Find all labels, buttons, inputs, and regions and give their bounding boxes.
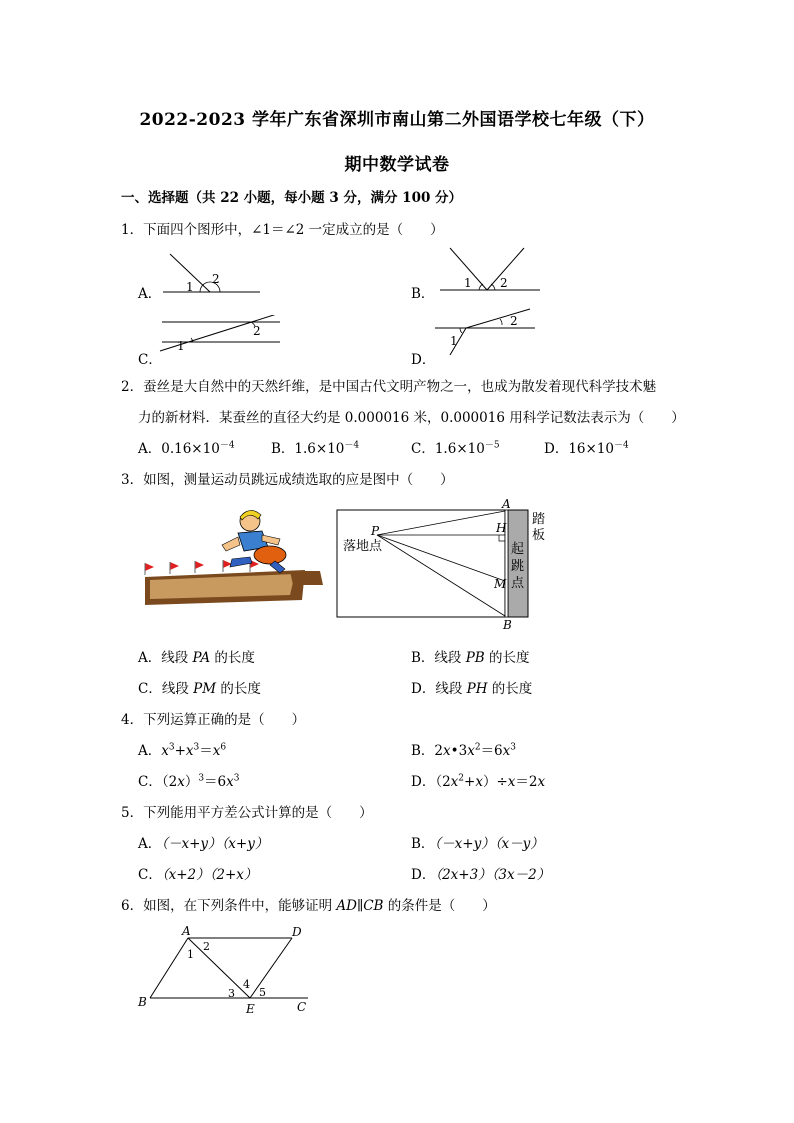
question-3-stem: 3．如图，测量运动员跳远成绩选取的应是图中（ ） [121,472,454,488]
q2-option-b[interactable] [271,437,359,457]
q1d-angle-2: 2 [510,314,518,328]
q2-option-d-value: 16×10 [568,441,614,457]
exam-title-line2: 期中数学试卷 [344,155,450,175]
q2-option-c[interactable] [411,437,500,457]
q5b-label: B． [411,836,435,852]
q4b-x2: x [467,743,475,759]
q4c-t1: （2 [161,774,178,790]
q4d-x4: x [537,774,546,790]
q4d-e1: 2 [458,773,465,784]
point-M: M [494,577,507,591]
q5a-label: A． [138,836,162,852]
board-char-2: 板 [532,528,546,543]
q6-point-E: E [246,1002,255,1016]
q3-option-c-label: C． [138,681,162,697]
q5-option-c[interactable] [138,863,257,883]
q2-option-a-label: A． [138,441,162,457]
q4b-e2: 3 [510,742,517,753]
q2-option-d-label: D． [544,441,569,457]
q2-option-c-value: 1.6×10 [434,441,485,457]
q4-option-b[interactable] [411,739,516,759]
q5-option-b[interactable] [411,832,544,852]
q2-option-b-label: B． [271,441,295,457]
q3-option-d-label: D． [411,681,436,697]
q4-option-c[interactable] [138,770,240,790]
q2-option-c-exp: －5 [484,440,500,451]
jump-measurement-diagram [330,495,560,635]
q4b-x1: x [443,743,451,759]
q1-figure-d [430,305,550,360]
takeoff-char-2: 跳 [511,559,525,574]
question-5-stem: 5．下列能用平方差公式计算的是（ ） [121,805,373,821]
q3-option-c-post: 的长度 [216,681,261,697]
q1-label-d[interactable]: D． [411,352,436,368]
q4d-x3: x [507,774,516,790]
exam-title-line1: 2022-2023 学年广东省深圳市南山第二外国语学校七年级（下） [139,110,655,130]
q3-option-b-label: B． [411,650,435,666]
q3-option-b-pre: 线段 [434,650,466,666]
takeoff-char-1: 起 [511,542,525,557]
q5b-text: （－x+y）（x－y） [434,836,544,852]
point-A: A [502,497,511,511]
q2-option-a-value: 0.16×10 [161,441,220,457]
section-heading-choice: 一、选择题（共 22 小题，每小题 3 分，满分 100 分） [121,190,463,206]
q6-stem-pre: 6．如图，在下列条件中，能够证明 [121,898,337,914]
q4d-eq: ＝2 [515,774,538,790]
q5d-text: （2x+3）（3x－2） [435,867,551,883]
q1-label-b[interactable]: B． [411,286,435,302]
q2-option-d-exp: －4 [614,440,629,451]
q1-figure-b [420,240,550,310]
q3-option-b-var: PB [465,650,485,666]
q1b-angle-2: 2 [500,276,508,290]
q4d-x1: x [450,774,459,790]
q6-angle-2: 2 [203,940,210,953]
q4c-e2: 3 [233,773,240,784]
q3-option-c-pre: 线段 [161,681,194,697]
q2-option-b-exp: －4 [344,440,360,451]
q4-option-a[interactable] [138,739,226,759]
q4b-x3: x [502,743,511,759]
q1b-angle-1: 1 [464,276,472,290]
q4c-eq: ＝6 [204,774,227,790]
q3-option-a-pre: 线段 [161,650,193,666]
landing-point-label: 落地点 [343,539,383,554]
q3-option-d-post: 的长度 [487,681,533,697]
q4d-t3: ）÷ [482,774,508,790]
q4a-e3: 6 [220,742,227,753]
q3-option-a-post: 的长度 [210,650,255,666]
q3-option-d-var: PH [466,681,488,697]
q5-option-a[interactable] [138,832,268,852]
q1a-angle-1: 1 [186,280,194,294]
q1a-angle-2: 2 [212,272,220,286]
q3-option-b[interactable] [411,646,530,666]
q5c-label: C． [138,867,162,883]
q1c-angle-2: 2 [253,324,261,338]
q5-option-d[interactable] [411,863,550,883]
q6-point-B: B [138,995,147,1009]
q3-option-b-post: 的长度 [484,650,530,666]
q1c-angle-1: 1 [177,339,185,353]
q4d-x2: x [475,774,483,790]
q2-option-c-label: C． [411,441,435,457]
q6-point-C: C [297,1000,307,1014]
q3-option-d[interactable] [411,677,532,697]
q6-stem-post: 的条件是（ ） [383,898,496,914]
q6-angle-1: 1 [187,948,194,961]
q1-label-a[interactable]: A． [138,286,162,302]
q6-parallelogram-figure [130,920,330,1020]
q2-option-a-exp: －4 [219,440,235,451]
q4b-e1: 2 [474,742,481,753]
long-jump-illustration [140,505,325,610]
point-P: P [371,524,380,538]
q4c-t2: ） [184,774,199,790]
q4a-x2: x [185,743,194,759]
q4b-label: B． [411,743,435,759]
q4b-eq: ＝6 [480,743,503,759]
takeoff-char-3: 点 [511,576,525,591]
q4b-t1: 2 [434,743,444,759]
q3-option-a-var: PA [192,650,211,666]
question-2-stem-line2: 力的新材料．某蚕丝的直径大约是 0.000016 米，0.000016 用科学记数法表示为（ ） [138,410,685,426]
q4c-x2: x [226,774,234,790]
question-1-stem: 1．下面四个图形中，∠1＝∠2 一定成立的是（ ） [121,222,444,238]
point-B: B [503,618,512,632]
q1-label-c[interactable]: C． [138,352,162,368]
q4c-x1: x [177,774,185,790]
q4c-e1: 3 [198,773,205,784]
question-6-stem [121,894,496,914]
q4-option-d[interactable] [411,770,545,790]
q4a-x1: x [161,743,169,759]
q4a-e2: 3 [193,742,200,753]
q4a-eq: ＝ [199,743,213,759]
q1-figure-c [155,315,285,355]
q3-option-c-var: PM [193,681,217,697]
q3-option-d-pre: 线段 [435,681,467,697]
point-H: H [496,521,507,535]
q2-option-b-value: 1.6×10 [294,441,345,457]
q2-option-a[interactable] [138,437,235,457]
q4a-label: A． [138,743,162,759]
q3-option-a-label: A． [138,650,162,666]
q6-angle-3: 3 [228,987,235,1000]
q4d-t1: （2 [435,774,451,790]
q6-point-D: D [292,925,302,939]
question-2-stem-line1: 2．蚕丝是大自然中的天然纤维，是中国古代文明产物之一，也成为散发着现代科学技术魅 [121,379,657,395]
q4a-x3: x [212,743,221,759]
q4a-e1: 3 [168,742,175,753]
q4a-plus: + [174,743,186,759]
q4d-t2: + [464,774,476,790]
q1d-angle-1: 1 [450,334,458,348]
q5c-text: （x+2）（2+x） [161,867,258,883]
board-char-1: 踏 [532,512,546,527]
q3-option-c[interactable] [138,677,261,697]
q6-stem-var: AD∥CB [336,898,384,914]
q4b-dot: •3 [450,743,468,759]
q5d-label: D． [411,867,436,883]
q4d-label: D． [411,774,436,790]
q3-option-a[interactable] [138,646,255,666]
question-4-stem: 4．下列运算正确的是（ ） [121,712,306,728]
q4c-label: C． [138,774,162,790]
q5a-text: （－x+y）（x+y） [161,836,269,852]
q6-angle-5: 5 [259,986,266,999]
q6-angle-4: 4 [243,978,250,991]
q2-option-d[interactable] [544,437,629,457]
q6-point-A: A [182,924,191,938]
